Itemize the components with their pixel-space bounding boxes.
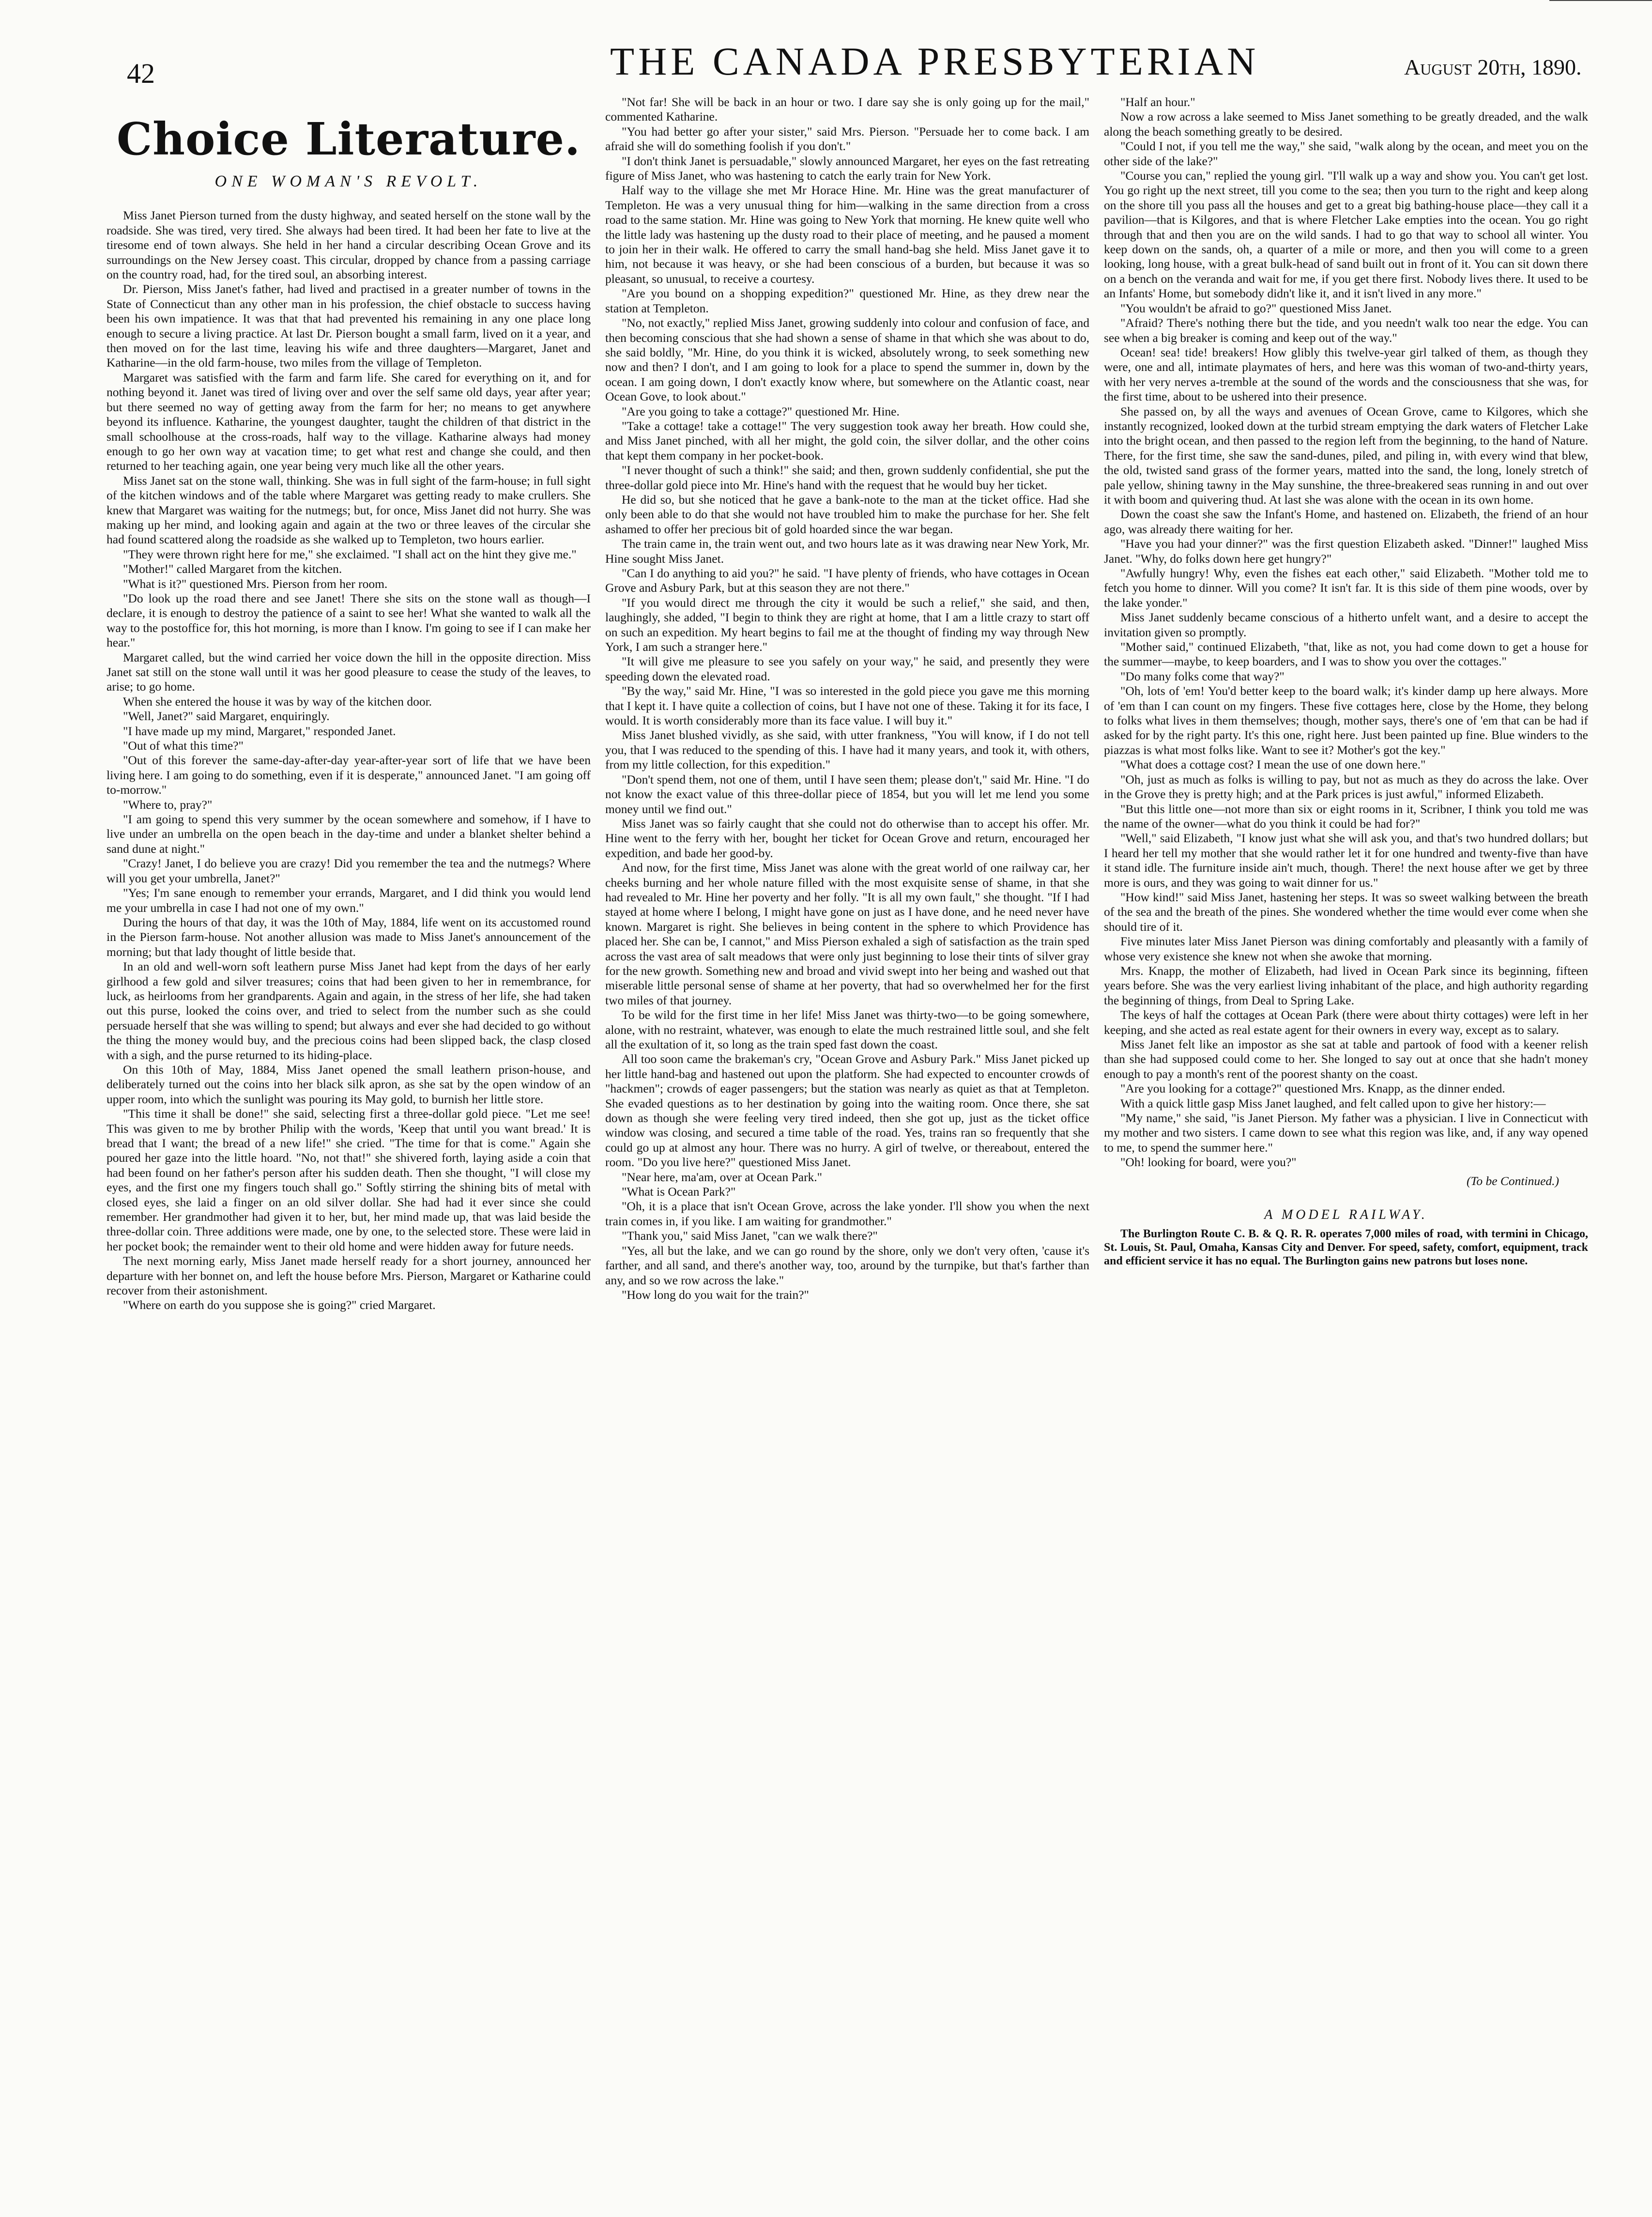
paragraph: "Afraid? There's nothing there but the tide, and you needn't walk too near the edge. You can see when a big breaker is coming and keep out of the way." [1104, 316, 1588, 345]
paragraph: "How kind!" said Miss Janet, hastening her steps. It was so sweet walking between the breath of the sea and the breath of the pines. She wondered whether the time would ever come when she should tire of it. [1104, 890, 1588, 934]
paragraph: "Have you had your dinner?" was the first question Elizabeth asked. "Dinner!" laughed Miss Janet. "Why, do folks down here get hungry?" [1104, 537, 1588, 566]
paragraph: Miss Janet felt like an impostor as she sat at table and partook of food with a keener relish than she had supposed could come to her. She longed to say out at once that she hadn't money enough to pay a month's rent of the poorest shanty on the coast. [1104, 1037, 1588, 1081]
paragraph: "Yes; I'm sane enough to remember your errands, Margaret, and I did think you would lend me your umbrella in case I had not one of my own." [107, 886, 591, 915]
paragraph: "By the way," said Mr. Hine, "I was so interested in the gold piece you gave me this morning that I kept it. I have quite a collection of coins, but I have not one of these. Taking it for its face, I would. It is worth considerably more than its face value. I will buy it." [605, 684, 1089, 728]
paragraph: "I don't think Janet is persuadable," slowly announced Margaret, her eyes on the fast retreating figure of Miss Janet, who was hastening to catch the early train for New York. [605, 154, 1089, 183]
paragraph: Down the coast she saw the Infant's Home, and hastened on. Elizabeth, the friend of an hour ago, was already there waiting for her. [1104, 507, 1588, 536]
to-be-continued: (To be Continued.) [1466, 1173, 1559, 1188]
paragraph: Five minutes later Miss Janet Pierson was dining comfortably and pleasantly with a family of whose very existence she knew not when she awoke that morning. [1104, 934, 1588, 963]
paragraph: Miss Janet was so fairly caught that she could not do otherwise than to accept his offer. Mr. Hine went to the ferry with her, bought her ticket for Ocean Grove and return, encouraged her expedition, and bade her good-by. [605, 816, 1089, 860]
paragraph: "Do look up the road there and see Janet! There she sits on the stone wall as though—I declare, it is enough to destroy the patience of a saint to see her! What she wanted to walk all the way to the postoffice for, this hot morning, is more than I know. I'm going to see if I can make her hear." [107, 591, 591, 650]
paragraph: "Don't spend them, not one of them, until I have seen them; please don't," said Mr. Hine. "I do not know the exact value of this three-dollar piece of 1854, but you will let me lend you some money until we find out." [605, 772, 1089, 816]
paragraph: "Out of this forever the same-day-after-day year-after-year sort of life that we have been living here. I am going to do something, even if it is desperate," announced Janet. "I am going off to-morrow." [107, 753, 591, 797]
ad-title: A MODEL RAILWAY. [1264, 1207, 1428, 1223]
paragraph: "Thank you," said Miss Janet, "can we walk there?" [622, 1229, 878, 1243]
paragraph: "This time it shall be done!" she said, selecting first a three-dollar gold piece. "Let me see! This was given to me by brother Philip with the words, 'Keep that until you want bread.' It is bread that I want; the bread of a new life!" she cried. "The time for that is come." Again she poured her gaze into the little hoard. "No, not that!" she shivered forth, laying aside a coin that had been found on her father's person after his sudden death. Then she thought, "I will close my eyes, and the first one my fingers touch shall go." Softly stirring the shining bits of metal with closed eyes, she laid a finger on an old silver dollar. She had had it ever since she could remember. Her grandmother had given it to her, but, her mind made up, that was laid beside the three-dollar coin. Three additions were made, one by one, to the selected store. These were laid in her pocket book; the remainder went to their old home and were hidden away for future needs. [107, 1107, 591, 1253]
paragraph: Margaret was satisfied with the farm and farm life. She cared for everything on it, and for nothing beyond it. Janet was tired of living over and over the self same old days, year after year; but there seemed no way of getting away from the farm for her; no means to get anywhere beyond its influence. Katharine, the youngest daughter, taught the children of that district in the small schoolhouse at the cross-roads, half way to the village. Katharine always had money enough to go her own way at vacation time; to get what rest and change she could, and then returned to her teaching again, one year being very much like all the other years. [107, 370, 591, 473]
paragraph: "But this little one—not more than six or eight rooms in it, Scribner, I think you told me was the name of the owner—what do you think it could be had for?" [1104, 801, 1588, 831]
paragraph: "Oh, lots of 'em! You'd better keep to the board walk; it's kinder damp up here always. More of 'em than I can count on my fingers. These five cottages here, close by the Home, they belong to folks what lives in them themselves; though, mother says, there's one of 'em that can be had if asked for by the right party. It's this one, right here. Just been painted up fine. Blue winders to the piazzas is what most folks like. Want to see it? Mother's got the key." [1104, 684, 1588, 757]
paragraph: "Mother!" called Margaret from the kitchen. [123, 562, 342, 576]
paragraph: In an old and well-worn soft leathern purse Miss Janet had kept from the days of her early girlhood a few gold and silver treasures; coins that had been given to her in remembrance, for luck, as heirlooms from her grandparents. Again and again, in the stress of her life, she had taken out this purse, looked the coins over, and tried to select from the number such as she could persuade herself that she was willing to spend; but always and ever she had decided to go without the thing the money would buy, and the precious coins had been slipped back, the clasp closed with a sigh, and the purse returned to its hiding-place. [107, 959, 591, 1062]
paragraph: On this 10th of May, 1884, Miss Janet opened the small leathern prison-house, and deliberately turned out the coins into her black silk apron, as she sat by the open window of an upper room, into which the sunlight was pouring its May gold, to burnish her little store. [107, 1062, 591, 1106]
paragraph: "No, not exactly," replied Miss Janet, growing suddenly into colour and confusion of face, and then becoming conscious that she had shown a sense of shame in that which she was about to do, she said boldly, "Mr. Hine, do you think it is wicked, absolutely wrong, to seek something new now and then? I don't, and I am going to look for a place to spend the summer in, down by the ocean. I am going down, I don't exactly know where, but somewhere on the Atlantic coast, near Ocean Gove, to look about." [605, 316, 1089, 404]
paragraph: "They were thrown right here for me," she exclaimed. "I shall act on the hint they give me." [123, 547, 577, 561]
paragraph: "What is Ocean Park?" [622, 1185, 736, 1199]
paragraph: The train came in, the train went out, and two hours late as it was drawing near New York, Mr. Hine sought Miss Janet. [605, 537, 1089, 566]
paragraph: "You had better go after your sister," said Mrs. Pierson. "Persuade her to come back. I am afraid she will do something foolish if you don't." [605, 124, 1089, 154]
paragraph: "Not far! She will be back in an hour or two. I dare say she is only going up for the mail," commented Katharine. [605, 95, 1089, 124]
paragraph: "Where to, pray?" [123, 797, 213, 812]
paragraph: "What does a cottage cost? I mean the use of one down here." [1120, 757, 1426, 772]
column-1 [107, 95, 591, 2197]
paragraph: "Are you going to take a cottage?" questioned Mr. Hine. [622, 404, 900, 418]
masthead: THE CANADA PRESBYTERIAN [610, 39, 1260, 83]
column-1-text [107, 208, 591, 1312]
paragraph: Miss Janet blushed vividly, as she said, with utter frankness, "You will know, if I do not tell you, that I was reduced to the spending of this. I have had it many years, and took it, with others, from my little collection, for this expedition." [605, 728, 1089, 772]
paragraph: "What is it?" questioned Mrs. Pierson from her room. [123, 576, 388, 591]
paragraph: "You wouldn't be afraid to go?" questioned Miss Janet. [1120, 301, 1392, 315]
paragraph: During the hours of that day, it was the 10th of May, 1884, life went on its accustomed round in the Pierson farm-house. Not another allusion was made to Miss Janet's announcement of the morning; but that lady thought of little beside that. [107, 915, 591, 959]
paragraph: She passed on, by all the ways and avenues of Ocean Grove, came to Kilgores, which she instantly recognized, looked down at the turbid stream emptying the dark waters of Fletcher Lake into the bright ocean, and then passed to the region left from the beginning, to the hand of Nature. There, for the first time, she saw the sand-dunes, piled, and piling in, with every wind that blew, the old, twisted sand grass of the former years, matted into the sand, the long, lonely stretch of pale yellow, shining tawny in the May sunshine, the three-breakered seas running in and out over it with boom and quivering thud. At last she was alone with the ocean in its own home. [1104, 404, 1588, 507]
paragraph: "If you would direct me through the city it would be such a relief," she said, and then, laughingly, she added, "I begin to think they are right at home, that I am a little crazy to start off on such an expedition. My heart begins to fail me at the thought of finding my way through New York, I am such a stranger here." [605, 595, 1089, 654]
paragraph: Ocean! sea! tide! breakers! How glibly this twelve-year girl talked of them, as though they were, one and all, intimate playmates of hers, and here was this woman of two-and-thirty years, with her very nerves a-tremble at the sound of the words and the consciousness that she was, for the first time, about to be ushered into their presence. [1104, 345, 1588, 404]
paragraph: "Crazy! Janet, I do believe you are crazy! Did you remember the tea and the nutmegs? Where will you get your umbrella, Janet?" [107, 856, 591, 885]
paragraph: And now, for the first time, Miss Janet was alone with the great world of one railway car, her cheeks burning and her whole nature filled with the most exquisite sense of shame, in that she had revealed to Mr. Hine her poverty and her folly. "It is all my own fault," she thought. "If I had stayed at home where I belong, I might have gone on just as I have done, and he need never have known. Margaret is right. She believes in being content in the sphere to which Providence has placed her. She can be, I cannot," and Miss Pierson exhaled a sigh of satisfaction as the train sped across the vast area of salt meadows that were only just beginning to lose their tints of silver gray for the new growth. Something new and broad and vivid swept into her being and washed out that miserable little personal sense of shame at her poverty, that had so overwhelmed her for the first two miles of that journey. [605, 861, 1089, 1007]
paragraph: "Could I not, if you tell me the way," she said, "walk along by the ocean, and meet you on the other side of the lake?" [1104, 139, 1588, 168]
paragraph: The keys of half the cottages at Ocean Park (there were about thirty cottages) were left in her keeping, and she acted as real estate agent for their owners in every way, except as to salary. [1104, 1008, 1588, 1037]
paragraph: Margaret called, but the wind carried her voice down the hill in the opposite direction. Miss Janet sat still on the stone wall until it was her good pleasure to cease the study of the leaves, to arise; to go home. [107, 650, 591, 694]
paragraph: "Are you looking for a cottage?" questioned Mrs. Knapp, as the dinner ended. [1120, 1081, 1505, 1096]
paragraph: He did so, but she noticed that he gave a bank-note to the man at the ticket office. Had she only been able to do that she would not have troubled him to make the purchase for her. She felt ashamed to offer her precious bit of gold hoarded since the war began. [605, 492, 1089, 536]
column-3 [1104, 95, 1588, 2197]
paragraph: "Where on earth do you suppose she is going?" cried Margaret. [123, 1298, 436, 1312]
paragraph: Now a row across a lake seemed to Miss Janet something to be greatly dreaded, and the walk along the beach something greatly to be desired. [1104, 109, 1588, 139]
paragraph: With a quick little gasp Miss Janet laughed, and felt called upon to give her history:— [1120, 1096, 1546, 1110]
issue-date: August 20th, 1890. [1404, 55, 1582, 79]
paragraph: The next morning early, Miss Janet made herself ready for a short journey, announced her departure with her bonnet on, and left the house before Mrs. Pierson, Margaret or Katharine could recover from their astonishment. [107, 1254, 591, 1298]
paragraph: "Oh! looking for board, were you?" [1120, 1155, 1297, 1170]
paragraph: "Well," said Elizabeth, "I know just what she will ask you, and that's two hundred dollars; but I heard her tell my mother that she would rather let it for one hundred and twenty-five than have it stand idle. The furniture inside ain't much, though. There! the next house after we get by three more is ours, and they was going to wait dinner for us." [1104, 831, 1588, 890]
paragraph: "Well, Janet?" said Margaret, enquiringly. [123, 709, 330, 724]
section-title: Choice Literature. [116, 113, 581, 165]
paragraph: "Half an hour." [1120, 95, 1195, 109]
paragraph: "Take a cottage! take a cottage!" The very suggestion took away her breath. How could she, and Miss Janet pinched, with all her might, the gold coin, the silver dollar, and the other coins that kept them company in her pocket-book. [605, 418, 1089, 462]
paragraph: Miss Janet sat on the stone wall, thinking. She was in full sight of the farm-house; in full sight of the kitchen windows and of the table where Margaret was getting ready to make crullers. She knew that Margaret was waiting for the nutmegs; but, for once, Miss Janet did not hurry. She was making up her mind, and looking again and again at the two or three leaves of the circular she had found scattered along the roadside as she walked up to Templeton, two hours earlier. [107, 473, 591, 547]
paragraph: Mrs. Knapp, the mother of Elizabeth, had lived in Ocean Park since its beginning, fifteen years before. She was the very earliest living inhabitant of the place, and high authority regarding the beginning of things, from Deal to Spring Lake. [1104, 963, 1588, 1007]
paragraph: When she entered the house it was by way of the kitchen door. [123, 694, 432, 708]
paragraph: "It will give me pleasure to see you safely on your way," he said, and presently they were speeding down the elevated road. [605, 654, 1089, 683]
page-header [0, 0, 1652, 89]
paragraph: "Yes, all but the lake, and we can go round by the shore, only we don't very often, 'cause it's farther, and all sand, and there's another way, too, around by the turnpike, but that's farther than any, and so we row across the lake." [605, 1243, 1089, 1287]
paragraph: "Near here, ma'am, over at Ocean Park." [622, 1170, 823, 1184]
paragraph: "My name," she said, "is Janet Pierson. My father was a physician. I live in Connecticut with my mother and two sisters. I came down to see what this region was like, and, if any way opened to me, to spend the summer here." [1104, 1111, 1588, 1155]
paragraph: Miss Janet Pierson turned from the dusty highway, and seated herself on the stone wall by the roadside. She was tired, very tired. She always had been tired. It had been her fate to live at the tiresome end of town always. She held in her hand a circular describing Ocean Grove and its surroundings on the New Jersey coast. This circular, dropped by chance from a passing carriage on the country road, had, for the tired soul, an absorbing interest. [107, 208, 591, 282]
column-2-text [605, 95, 1089, 1302]
paragraph: "Oh, it is a place that isn't Ocean Grove, across the lake yonder. I'll show you when the next train comes in, if you like. I am waiting for grandmother." [605, 1199, 1089, 1228]
paragraph: "I am going to spend this very summer by the ocean somewhere and somehow, if I have to live under an umbrella on the open beach in the day-time and under a blanket shelter behind a sand dune at night." [107, 812, 591, 856]
paragraph: "Oh, just as much as folks is willing to pay, but not as much as they do across the lake. Over in the Grove they is pretty high; and at the Park prices is just awful," informed Elizabeth. [1104, 772, 1588, 801]
paragraph: "Out of what this time?" [123, 739, 244, 753]
paragraph: "I never thought of such a think!" she said; and then, grown suddenly confidential, she put the three-dollar gold piece into Mr. Hine's hand with the request that he would buy her ticket. [605, 463, 1089, 492]
column-2 [605, 95, 1089, 2197]
paragraph: Dr. Pierson, Miss Janet's father, had lived and practised in a greater number of towns in the State of Connecticut than any other man in his profession, the chief obstacle to success having been his own impatience. It was that that had prevented his remaining in any one place long enough to secure a living practice. At last Dr. Pierson bought a small farm, lived on it a year, and then moved on for the last time, leaving his wife and three daughters—Margaret, Janet and Katharine—in the old farm-house, two miles from the village of Templeton. [107, 282, 591, 370]
paragraph: All too soon came the brakeman's cry, "Ocean Grove and Asbury Park." Miss Janet picked up her little hand-bag and hastened out upon the platform. She had expected to encounter crowds of "hackmen"; crowds of eager passengers; but the station was nearly as quiet as that at Templeton. She evaded questions as to her destination by going into the waiting room. Once there, she sat down as though she were feeling very tired indeed, then she got up, just as the ticket office window was closing, and secured a time table of the road. Yes, trains ran so frequently that she could go up at almost any hour. There was no hurry. A girl of twelve, or thereabout, entered the room. "Do you live here?" questioned Miss Janet. [605, 1052, 1089, 1170]
column-3-text [1104, 95, 1588, 1170]
paragraph: "Awfully hungry! Why, even the fishes eat each other," said Elizabeth. "Mother told me to fetch you home to dinner. Will you come? It isn't far. It is this side of them pine woods, over by the lake yonder." [1104, 566, 1588, 610]
paragraph: "Are you bound on a shopping expedition?" questioned Mr. Hine, as they drew near the station at Templeton. [605, 286, 1089, 315]
paragraph: "Can I do anything to aid you?" he said. "I have plenty of friends, who have cottages in Ocean Grove and Asbury Park, but at this season they are not there." [605, 566, 1089, 595]
paragraph: "Course you can," replied the young girl. "I'll walk up a way and show you. You can't get lost. You go right up the next street, till you come to the sea; then you turn to the right and keep along on the shore till you pass all the houses and get to a great big bathing-house place—they call it a pavilion—that is Kilgores, and that is where Fletcher Lake empties into the ocean. You go right through that and then you are on the wild sands. I had to go that way to school all winter. You keep down on the sands, oh, a quarter of a mile or more, and then you will come to a green looking, long house, with a great bulk-head of sand built out in front of it. You can sit down there on a bench on the veranda and wait for me, if you get there first. Nobody lives there. It used to be an Infants' Home, but somebody didn't like it, and it isn't lived in any more." [1104, 169, 1588, 301]
page-number: 42 [127, 58, 155, 89]
paragraph: "How long do you wait for the train?" [622, 1287, 809, 1302]
paragraph: "I have made up my mind, Margaret," responded Janet. [123, 724, 396, 738]
paragraph: To be wild for the first time in her life! Miss Janet was thirty-two—to be going somewhere, alone, with no restraint, whatever, was enough to elate the much restrained little soul, and she felt all the exultation of it, so long as the train sped fast down the coast. [605, 1008, 1089, 1051]
paragraph: Half way to the village she met Mr Horace Hine. Mr. Hine was the great manufacturer of Templeton. He was a very unusual thing for him—walking in the same direction from a cross road to the same station. Mr. Hine was going to New York that morning. He knew quite well who the little lady was hastening up the dusty road to their place of meeting, and he paused a moment to join her in their walk. He offered to carry the small hand-bag she held. Miss Janet gave it to him, not because it was heavy, or she had been conscious of a burden, but because it was so pleasant, so unusual, to receive a courtesy. [605, 183, 1089, 286]
paragraph: Miss Janet suddenly became conscious of a hitherto unfelt want, and a desire to accept the invitation given so promptly. [1104, 610, 1588, 639]
ad-body: The Burlington Route C. B. & Q. R. R. operates 7,000 miles of road, with termini in Chicago, St. Louis, St. Paul, Omaha, Kansas City and Denver. For speed, safety, comfort, equipment, track and efficient service it has no equal. The Burlington gains new patrons but loses none. [1104, 1228, 1588, 1268]
story-title: ONE WOMAN'S REVOLT. [214, 172, 483, 190]
paragraph: "Do many folks come that way?" [1120, 669, 1285, 683]
paragraph: "Mother said," continued Elizabeth, "that, like as not, you had come down to get a house for the summer—maybe, to keep boarders, and I was to show you over the cottages." [1104, 640, 1588, 669]
